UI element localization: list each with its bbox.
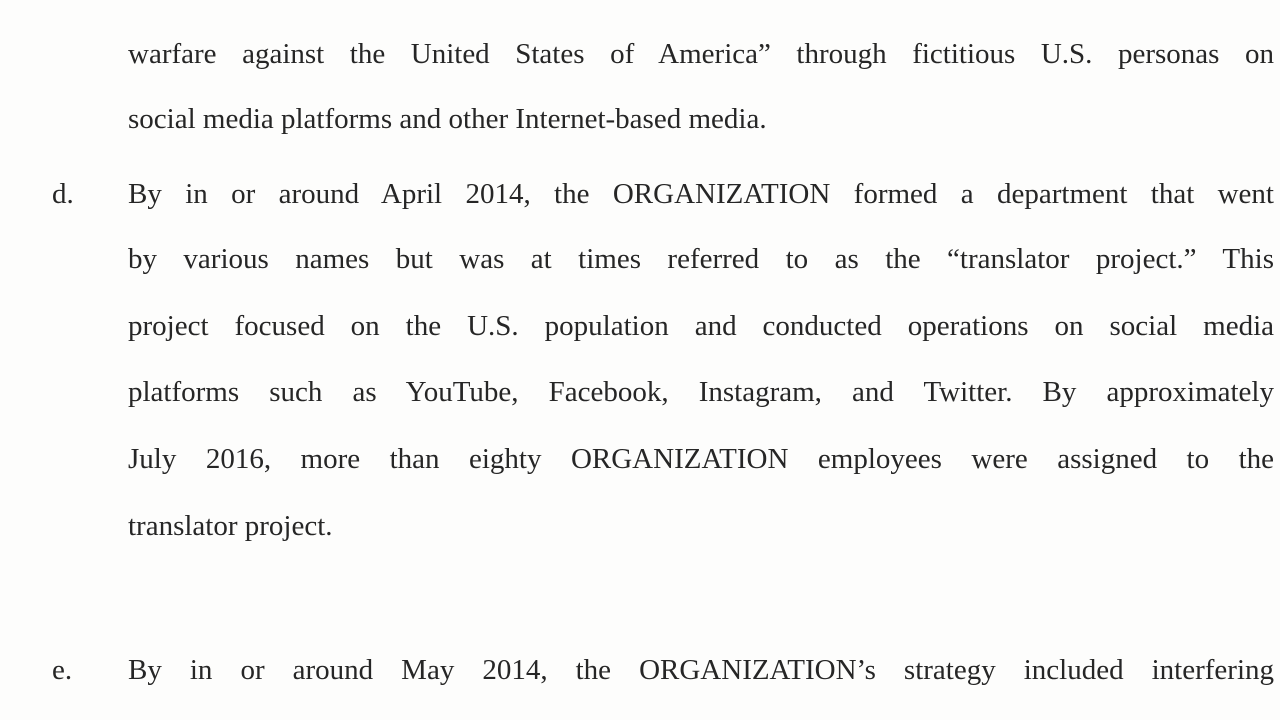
paragraph-d-line-5: July 2016, more than eighty ORGANIZATION employees were assigned to the bbox=[128, 443, 1274, 475]
paragraph-c-line-1: warfare against the United States of America” through fictitious U.S. personas on bbox=[128, 38, 1274, 70]
paragraph-e-marker: e. bbox=[52, 654, 73, 686]
paragraph-d-line-2: by various names but was at times referred to as the “translator project.” This bbox=[128, 243, 1274, 275]
paragraph-e-line-1: By in or around May 2014, the ORGANIZATION’s strategy included interfering bbox=[128, 654, 1274, 686]
paragraph-d-marker: d. bbox=[52, 178, 74, 210]
paragraph-d-line-4: platforms such as YouTube, Facebook, Instagram, and Twitter. By approximately bbox=[128, 376, 1274, 408]
paragraph-d-line-1: By in or around April 2014, the ORGANIZATION formed a department that went bbox=[128, 178, 1274, 210]
paragraph-d-line-3: project focused on the U.S. population and conducted operations on social media bbox=[128, 310, 1274, 342]
paragraph-c-line-2: social media platforms and other Internet-based media. bbox=[128, 103, 767, 135]
paragraph-d-line-6: translator project. bbox=[128, 510, 333, 542]
